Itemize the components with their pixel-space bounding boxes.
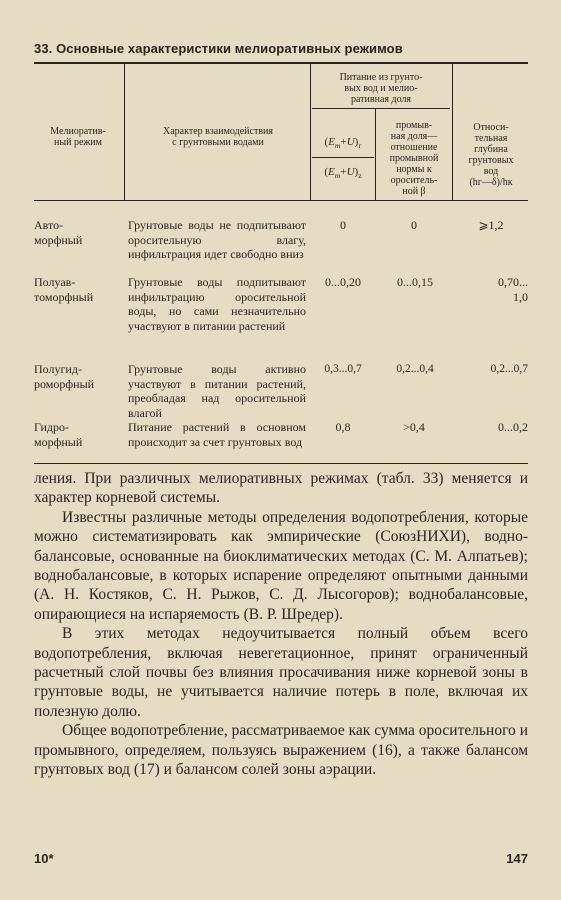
row-leaching: 0,2...0,4 (396, 363, 434, 375)
table-top-rule (34, 62, 528, 64)
row-mode: Авто- морфный (34, 218, 83, 247)
header-em-u-g: $(E_m+U)_г$ (324, 136, 362, 151)
header-groundwater-feed: Питание из грунто- вых вод и мелио- ративная доля (339, 72, 423, 105)
table-header-rule (34, 200, 528, 201)
row-em-u: 0...0,20 (325, 275, 361, 289)
row-depth: ⩾1,2 (478, 218, 504, 232)
row-depth: 0,2...0,7 (490, 363, 528, 375)
paragraph: Общее водопотребление, рассматриваемое как сумма оросительного и промывного, определяем, пользуясь выражением (16), а также балансом грунтовых вод (17) и балансом солей зоны аэрации. (34, 722, 528, 779)
row-description: Грунтовые воды не подпитывают оросительную влагу, инфильтрация идет свободно вниз (128, 218, 306, 261)
row-leaching: >0,4 (403, 420, 425, 434)
row-mode: Гидро- морфный (34, 420, 83, 449)
header-em-u-z: $(E_m+U)_z$ (324, 166, 362, 181)
row-em-u: 0,8 (335, 420, 351, 434)
row-em-u: 0,3...0,7 (324, 363, 362, 375)
header-divider (375, 108, 376, 200)
page-number: 147 (506, 851, 528, 866)
header-divider (452, 64, 453, 200)
header-interaction: Характер взаимодействия с грунтовыми водами (163, 126, 273, 148)
row-description: Грунтовые воды активно участвуют в питании растений, преобладая над оросительной влагой (128, 362, 306, 420)
table-caption: 33. Основные характеристики мелиоративных режимов (34, 41, 403, 56)
signature-mark: 10* (34, 851, 54, 866)
header-leaching-share: промыв- ная доля— отношение промывной нормы к ороситель- ной β (389, 120, 439, 197)
row-description: Грунтовые воды подпитывают инфильтрацию оросительной воды, но сами незначительно участвуют в питании растений (128, 275, 306, 333)
row-mode: Полугид- роморфный (34, 362, 95, 391)
row-leaching: 0...0,15 (397, 275, 433, 289)
row-leaching: 0 (411, 218, 417, 232)
row-em-u: 0 (340, 218, 346, 232)
body-text (34, 469, 528, 780)
table-bottom-rule (34, 463, 528, 464)
row-description: Питание растений в основном происходит за счет грунтовых вод (128, 420, 306, 449)
row-mode: Полуав- томорфный (34, 275, 94, 304)
paragraph: ления. При различных мелиоративных режимах (табл. 33) меняется и характер корневой системы. (34, 470, 528, 507)
paragraph: Известны различные методы определения водопотребления, которые можно систематизировать как эмпирические (СоюзНИХИ), воднобалансовые, основанные на биоклиматических методах (С. М. Алпатьев); воднобалансовые, в которых испарение определяют опытными данными (А. Н. Костяков, С. Н. Рыжов, С. Д. Лысогоров); воднобалансовые, опирающиеся на испаряемость (В. Р. Шредер). (34, 508, 528, 623)
header-divider (124, 64, 125, 200)
header-divider (310, 64, 311, 200)
header-mode: Мелиоратив- ный режим (50, 126, 106, 148)
row-depth: 0...0,2 (498, 420, 528, 434)
header-divider (312, 157, 374, 158)
header-relative-depth: Относи- тельная глубина грунтовых вод (hг—δ)/hк (468, 122, 514, 188)
paragraph: В этих методах недоучитывается полный объем всего водопотребления, включая невегетационное, принят ограниченный расчетный слой почвы без влияния просачивания ниже корневой зоны в грунтовые воды, не учитывается наличие потерь в поле, включая их полезную долю. (34, 625, 528, 720)
row-depth: 0,70... 1,0 (498, 275, 528, 304)
header-divider (312, 108, 450, 109)
